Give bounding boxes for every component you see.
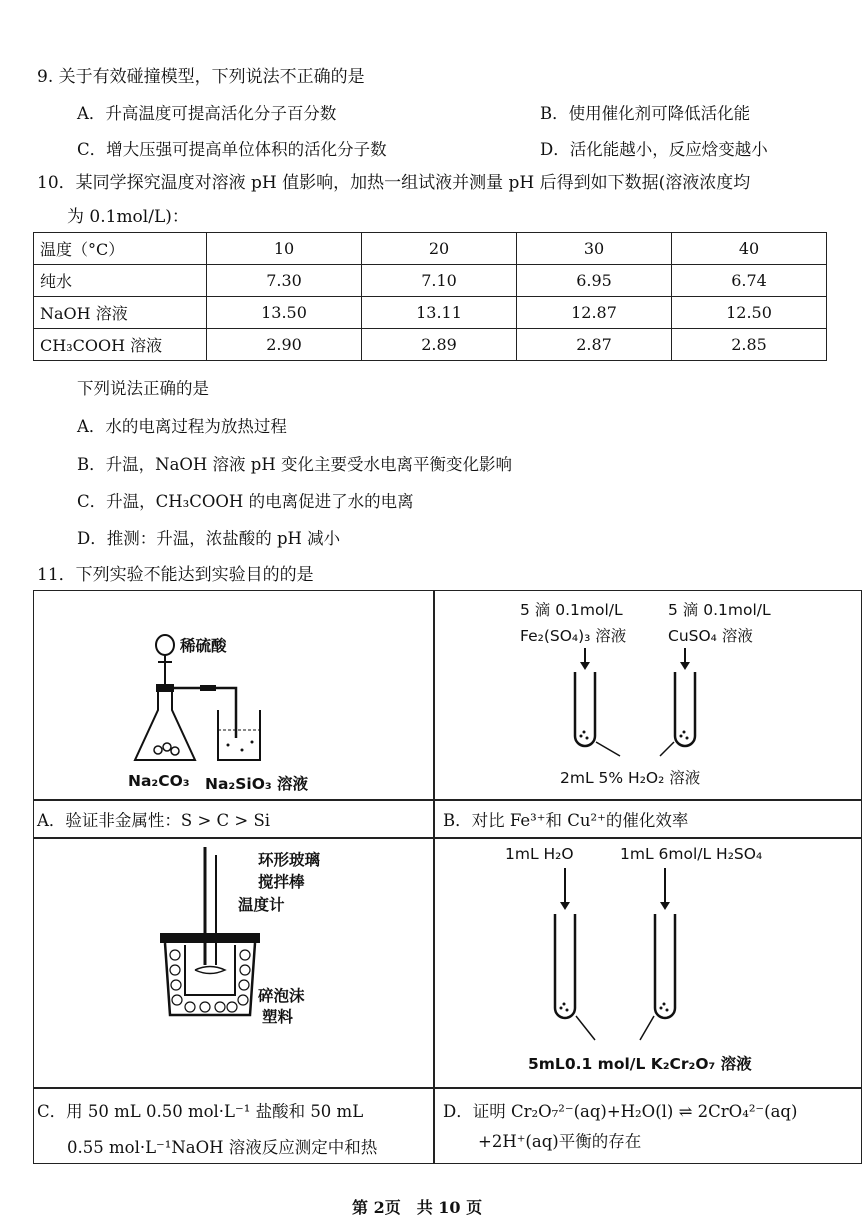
caption-b: B．对比 Fe³⁺和 Cu²⁺的催化效率 (443, 811, 689, 830)
table-cell: 13.50 (207, 297, 362, 329)
caption-a: A．验证非金属性：S > C > Si (37, 811, 271, 830)
q9-option-b: B．使用催化剂可降低活化能 (540, 104, 751, 123)
table-header-cell: 20 (362, 233, 517, 265)
label-b-right-reagent: CuSO₄ 溶液 (668, 627, 753, 645)
table-cell: 12.50 (672, 297, 827, 329)
label-foam-2: 塑料 (262, 1008, 294, 1026)
grid-divider (433, 590, 435, 1164)
table-header-cell: 10 (207, 233, 362, 265)
table-cell: 2.85 (672, 329, 827, 361)
table-cell: 13.11 (362, 297, 517, 329)
label-b-left-reagent: Fe₂(SO₄)₃ 溶液 (520, 627, 627, 645)
label-glass-stirrer-2: 搅拌棒 (258, 873, 305, 891)
label-dilute-sulfuric-acid: 稀硫酸 (180, 637, 227, 655)
table-header-row (34, 233, 827, 265)
q10-stem-line2: 为 0.1mol/L)： (67, 207, 189, 227)
table-cell: 纯水 (34, 265, 207, 297)
table-row (34, 329, 827, 361)
label-d-dichromate: 5mL0.1 mol/L K₂Cr₂O₇ 溶液 (528, 1055, 752, 1073)
table-cell: CH₃COOH 溶液 (34, 329, 207, 361)
label-d-sulfuric: 1mL 6mol/L H₂SO₄ (620, 845, 763, 863)
table-row (34, 265, 827, 297)
table-cell: 12.87 (517, 297, 672, 329)
q9-option-c: C．增大压强可提高单位体积的活化分子数 (77, 140, 387, 159)
label-foam-1: 碎泡沫 (258, 987, 305, 1005)
table-cell: 7.30 (207, 265, 362, 297)
label-glass-stirrer-1: 环形玻璃 (258, 851, 321, 869)
q10-prompt: 下列说法正确的是 (77, 379, 209, 398)
test-tubes-d-illustration (545, 868, 685, 1043)
label-na2co3: Na₂CO₃ (128, 772, 190, 790)
test-tubes-b-illustration (560, 648, 720, 758)
label-b-left-drops: 5 滴 0.1mol/L (520, 601, 623, 619)
table-cell: 6.95 (517, 265, 672, 297)
table-cell: NaOH 溶液 (34, 297, 207, 329)
q10-stem-line1: 10．某同学探究温度对溶液 pH 值影响，加热一组试液并测量 pH 后得到如下数据(溶液浓度均 (37, 173, 751, 193)
q10-option-b: B．升温，NaOH 溶液 pH 变化主要受水电离平衡变化影响 (77, 455, 513, 474)
table-header-cell: 温度（°C） (34, 233, 207, 265)
label-b-right-drops: 5 滴 0.1mol/L (668, 601, 771, 619)
table-cell: 2.87 (517, 329, 672, 361)
q9-option-d: D．活化能越小，反应焓变越小 (540, 140, 768, 159)
table-cell: 2.89 (362, 329, 517, 361)
q9-stem: 9. 关于有效碰撞模型，下列说法不正确的是 (37, 67, 365, 87)
label-na2sio3: Na₂SiO₃ 溶液 (205, 775, 309, 793)
caption-d-line1: D．证明 Cr₂O₇²⁻(aq)+H₂O(l) ⇌ 2CrO₄²⁻(aq) (443, 1102, 798, 1121)
table-header-cell: 30 (517, 233, 672, 265)
caption-c-line2: 0.55 mol·L⁻¹NaOH 溶液反应测定中和热 (67, 1138, 378, 1157)
calorimeter-c-illustration (150, 845, 270, 1020)
table-cell: 7.10 (362, 265, 517, 297)
grid-divider (33, 837, 862, 839)
q10-option-a: A．水的电离过程为放热过程 (77, 417, 287, 436)
q10-option-d: D．推测：升温，浓盐酸的 pH 减小 (77, 529, 341, 548)
table-header-cell: 40 (672, 233, 827, 265)
label-thermometer: 温度计 (238, 896, 285, 914)
caption-d-line2: +2H⁺(aq)平衡的存在 (478, 1132, 642, 1151)
label-d-water: 1mL H₂O (505, 845, 574, 863)
table-row (34, 297, 827, 329)
caption-c-line1: C．用 50 mL 0.50 mol·L⁻¹ 盐酸和 50 mL (37, 1102, 364, 1121)
q11-stem: 11．下列实验不能达到实验目的的是 (37, 565, 314, 585)
grid-divider (33, 799, 862, 801)
label-b-h2o2: 2mL 5% H₂O₂ 溶液 (560, 769, 701, 787)
table-cell: 2.90 (207, 329, 362, 361)
ph-data-table (33, 232, 827, 361)
table-cell: 6.74 (672, 265, 827, 297)
page-footer: 第 2页 共 10 页 (352, 1198, 483, 1217)
q10-option-c: C．升温，CH₃COOH 的电离促进了水的电离 (77, 492, 414, 511)
q9-option-a: A．升高温度可提高活化分子百分数 (77, 104, 337, 123)
grid-divider (33, 1087, 862, 1089)
